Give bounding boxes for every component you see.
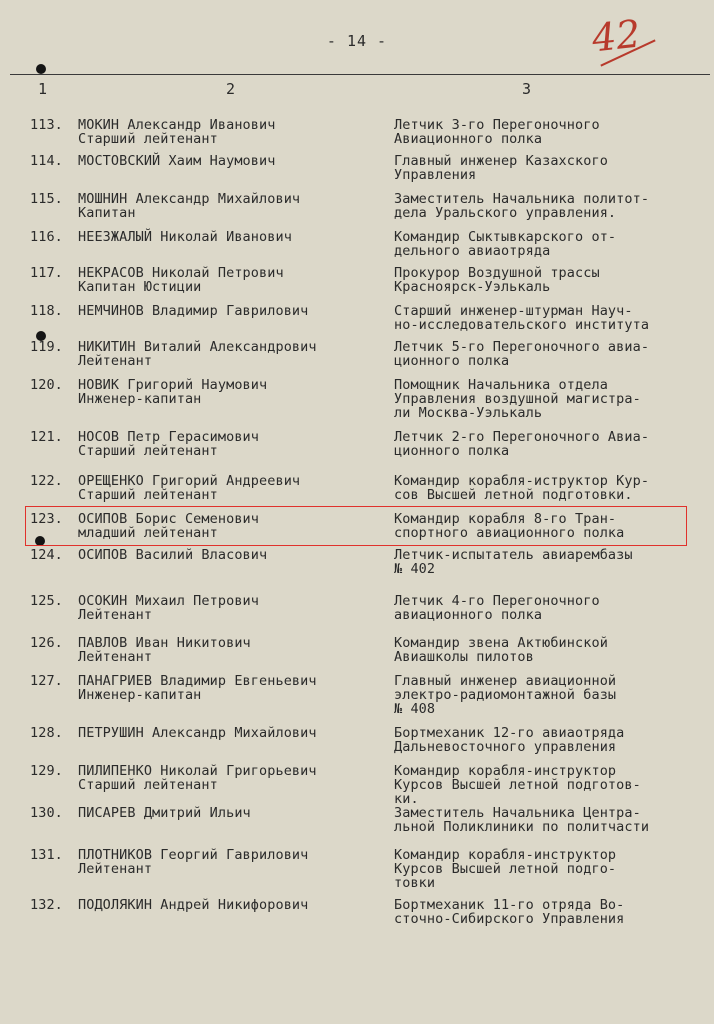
person-name-rank bbox=[78, 230, 388, 244]
name-line: Инженер-капитан bbox=[78, 391, 202, 407]
name-line: Капитан Юстиции bbox=[78, 279, 202, 295]
name-line: НЕЕЗЖАЛЫЙ Николай Иванович bbox=[78, 229, 292, 245]
row-number: 123. bbox=[30, 511, 63, 527]
person-name-rank bbox=[78, 726, 388, 740]
position-line: Заместитель Начальника Центра- bbox=[394, 805, 641, 821]
column-header-2: 2 bbox=[226, 80, 236, 98]
position-line: Дальневосточного управления bbox=[394, 739, 617, 755]
position-title bbox=[394, 764, 710, 806]
name-line: ПАНАГРИЕВ Владимир Евгеньевич bbox=[78, 673, 317, 689]
handwritten-page-number: 42 bbox=[589, 11, 643, 61]
row-number: 127. bbox=[30, 673, 63, 689]
name-line: НИКИТИН Виталий Александрович bbox=[78, 339, 317, 355]
person-name-rank bbox=[78, 898, 388, 912]
position-title bbox=[394, 548, 710, 576]
position-line: Главный инженер Казахского bbox=[394, 153, 608, 169]
person-name-rank bbox=[78, 340, 388, 368]
row-number: 124. bbox=[30, 547, 63, 563]
position-title bbox=[394, 636, 710, 664]
row-number: 115. bbox=[30, 191, 63, 207]
row-number: 126. bbox=[30, 635, 63, 651]
position-line: Управления bbox=[394, 167, 477, 183]
position-line: Командир звена Актюбинской bbox=[394, 635, 608, 651]
row-number: 132. bbox=[30, 897, 63, 913]
name-line: МОСТОВСКИЙ Хаим Наумович bbox=[78, 153, 276, 169]
name-line: ПИЛИПЕНКО Николай Григорьевич bbox=[78, 763, 317, 779]
name-line: Лейтенант bbox=[78, 607, 153, 623]
row-number: 131. bbox=[30, 847, 63, 863]
name-line: НОСОВ Петр Герасимович bbox=[78, 429, 260, 445]
person-name-rank bbox=[78, 118, 388, 146]
row-number: 116. bbox=[30, 229, 63, 245]
position-title bbox=[394, 230, 710, 258]
position-title bbox=[394, 594, 710, 622]
person-name-rank bbox=[78, 674, 388, 702]
position-line: Командир корабля-инструктор bbox=[394, 763, 617, 779]
person-name-rank bbox=[78, 304, 388, 318]
page-number: - 14 - bbox=[326, 32, 388, 50]
position-line: Красноярск-Уэлькаль bbox=[394, 279, 551, 295]
row-number: 120. bbox=[30, 377, 63, 393]
highlight-box bbox=[25, 506, 687, 546]
name-line: Старший лейтенант bbox=[78, 443, 218, 459]
row-number: 114. bbox=[30, 153, 63, 169]
position-line: Авиашколы пилотов bbox=[394, 649, 534, 665]
name-line: Старший лейтенант bbox=[78, 777, 218, 793]
position-line: сов Высшей летной подготовки. bbox=[394, 487, 633, 503]
name-line: ПОДОЛЯКИН Андрей Никифорович bbox=[78, 897, 309, 913]
position-title bbox=[394, 192, 710, 220]
column-header-1: 1 bbox=[38, 80, 48, 98]
position-line: ционного полка bbox=[394, 443, 510, 459]
name-line: Старший лейтенант bbox=[78, 131, 218, 147]
row-number: 125. bbox=[30, 593, 63, 609]
position-line: ки. bbox=[394, 791, 419, 807]
name-line: МОКИН Александр Иванович bbox=[78, 117, 276, 133]
person-name-rank bbox=[78, 548, 388, 562]
person-name-rank bbox=[78, 430, 388, 458]
position-line: Летчик 5-го Перегоночного авиа- bbox=[394, 339, 650, 355]
column-header-3: 3 bbox=[522, 80, 532, 98]
position-line: авиационного полка bbox=[394, 607, 543, 623]
position-title bbox=[394, 898, 710, 926]
position-title bbox=[394, 378, 710, 420]
position-title bbox=[394, 674, 710, 716]
name-line: Капитан bbox=[78, 205, 136, 221]
position-line: но-исследовательского института bbox=[394, 317, 650, 333]
position-line: сточно-Сибирского Управления bbox=[394, 911, 625, 927]
row-number: 118. bbox=[30, 303, 63, 319]
position-line: Курсов Высшей летной подго- bbox=[394, 861, 617, 877]
punch-hole bbox=[36, 64, 46, 74]
row-number: 122. bbox=[30, 473, 63, 489]
name-line: ОСИПОВ Борис Семенович bbox=[78, 511, 260, 527]
person-name-rank bbox=[78, 848, 388, 876]
name-line: НОВИК Григорий Наумович bbox=[78, 377, 268, 393]
name-line: Инженер-капитан bbox=[78, 687, 202, 703]
position-title bbox=[394, 266, 710, 294]
position-line: Летчик-испытатель авиарембазы bbox=[394, 547, 633, 563]
position-title bbox=[394, 430, 710, 458]
person-name-rank bbox=[78, 378, 388, 406]
name-line: ПАВЛОВ Иван Никитович bbox=[78, 635, 251, 651]
position-line: Помощник Начальника отдела bbox=[394, 377, 608, 393]
position-line: Бортмеханик 12-го авиаотряда bbox=[394, 725, 625, 741]
position-title bbox=[394, 474, 710, 502]
position-line: дельного авиаотряда bbox=[394, 243, 551, 259]
position-title bbox=[394, 340, 710, 368]
position-line: Бортмеханик 11-го отряда Во- bbox=[394, 897, 625, 913]
person-name-rank bbox=[78, 266, 388, 294]
person-name-rank bbox=[78, 764, 388, 792]
position-line: Авиационного полка bbox=[394, 131, 543, 147]
position-line: Командир корабля-иструктор Кур- bbox=[394, 473, 650, 489]
position-line: товки bbox=[394, 875, 436, 891]
name-line: ОРЕЩЕНКО Григорий Андреевич bbox=[78, 473, 301, 489]
name-line: ОСОКИН Михаил Петрович bbox=[78, 593, 260, 609]
position-line: Командир Сыктывкарского от- bbox=[394, 229, 617, 245]
position-title bbox=[394, 118, 710, 146]
row-number: 130. bbox=[30, 805, 63, 821]
name-line: ПЕТРУШИН Александр Михайлович bbox=[78, 725, 317, 741]
position-line: Заместитель Начальника политот- bbox=[394, 191, 650, 207]
position-title bbox=[394, 726, 710, 754]
position-line: ли Москва-Уэлькаль bbox=[394, 405, 543, 421]
position-line: Управления воздушной магистра- bbox=[394, 391, 641, 407]
person-name-rank bbox=[78, 474, 388, 502]
name-line: Лейтенант bbox=[78, 861, 153, 877]
position-title bbox=[394, 806, 710, 834]
name-line: Старший лейтенант bbox=[78, 487, 218, 503]
person-name-rank bbox=[78, 154, 388, 168]
position-title bbox=[394, 154, 710, 182]
name-line: ОСИПОВ Василий Власович bbox=[78, 547, 268, 563]
name-line: ПЛОТНИКОВ Георгий Гаврилович bbox=[78, 847, 309, 863]
position-line: Летчик 4-го Перегоночного bbox=[394, 593, 600, 609]
name-line: НЕКРАСОВ Николай Петрович bbox=[78, 265, 284, 281]
position-line: дела Уральского управления. bbox=[394, 205, 617, 221]
position-line: Командир корабля-инструктор bbox=[394, 847, 617, 863]
position-line: Командир корабля 8-го Тран- bbox=[394, 511, 617, 527]
name-line: НЕМЧИНОВ Владимир Гаврилович bbox=[78, 303, 309, 319]
position-line: № 402 bbox=[394, 561, 436, 577]
person-name-rank bbox=[78, 806, 388, 820]
name-line: младший лейтенант bbox=[78, 525, 218, 541]
position-line: электро-радиомонтажной базы bbox=[394, 687, 617, 703]
position-line: спортного авиационного полка bbox=[394, 525, 625, 541]
name-line: МОШНИН Александр Михайлович bbox=[78, 191, 301, 207]
position-line: Курсов Высшей летной подготов- bbox=[394, 777, 641, 793]
name-line: ПИСАРЕВ Дмитрий Ильич bbox=[78, 805, 251, 821]
person-name-rank bbox=[78, 594, 388, 622]
position-line: № 408 bbox=[394, 701, 436, 717]
row-number: 121. bbox=[30, 429, 63, 445]
position-title bbox=[394, 304, 710, 332]
row-number: 128. bbox=[30, 725, 63, 741]
position-title bbox=[394, 848, 710, 890]
name-line: Лейтенант bbox=[78, 649, 153, 665]
position-line: ционного полка bbox=[394, 353, 510, 369]
person-name-rank bbox=[78, 192, 388, 220]
row-number: 113. bbox=[30, 117, 63, 133]
position-line: Старший инженер-штурман Науч- bbox=[394, 303, 633, 319]
position-line: Прокурор Воздушной трассы bbox=[394, 265, 600, 281]
row-number: 129. bbox=[30, 763, 63, 779]
position-line: Главный инженер авиационной bbox=[394, 673, 617, 689]
row-number: 119. bbox=[30, 339, 63, 355]
header-rule bbox=[10, 74, 710, 75]
position-line: Летчик 3-го Перегоночного bbox=[394, 117, 600, 133]
person-name-rank bbox=[78, 636, 388, 664]
position-line: льной Поликлиники по политчасти bbox=[394, 819, 650, 835]
name-line: Лейтенант bbox=[78, 353, 153, 369]
position-line: Летчик 2-го Перегоночного Авиа- bbox=[394, 429, 650, 445]
row-number: 117. bbox=[30, 265, 63, 281]
